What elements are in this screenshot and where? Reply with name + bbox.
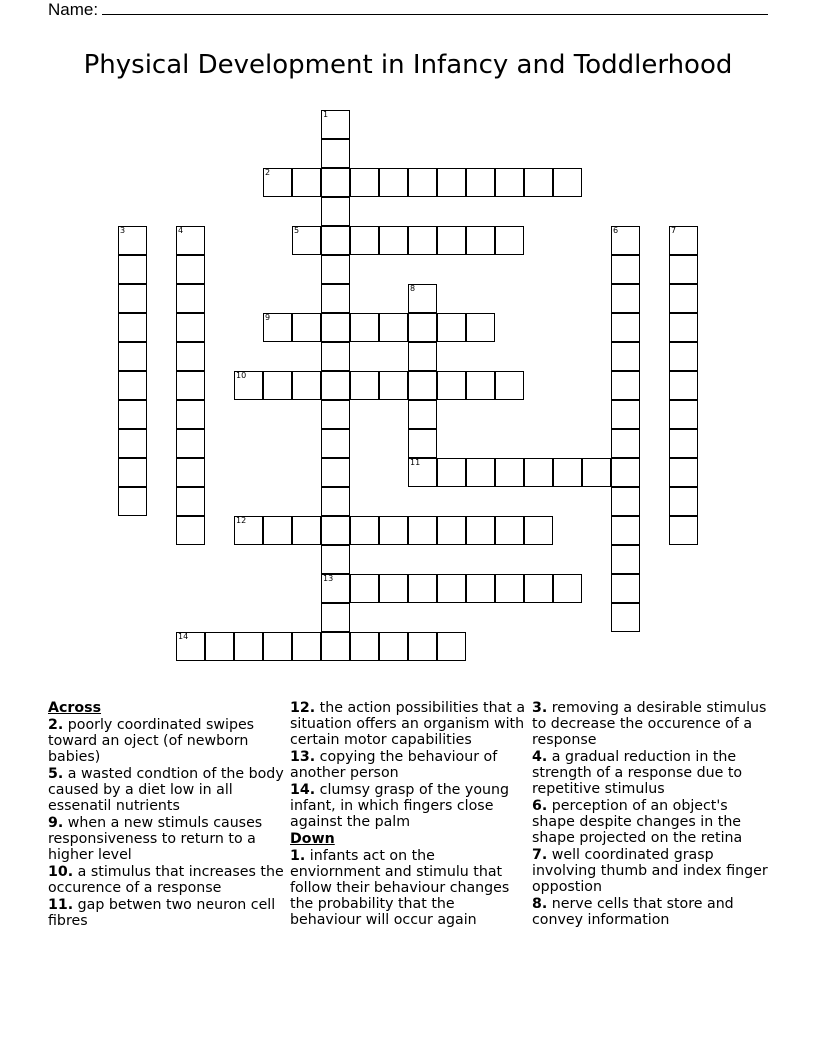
- crossword-cell[interactable]: [263, 313, 292, 342]
- crossword-cell[interactable]: [611, 313, 640, 342]
- crossword-cell[interactable]: [321, 313, 350, 342]
- crossword-cell[interactable]: [611, 284, 640, 313]
- clue-number: 12: [236, 516, 247, 525]
- clue-down-4: 4. a gradual reduction in the strength of a response due to repetitive stimulus: [532, 749, 743, 797]
- down-heading: Down: [290, 831, 335, 847]
- crossword-cell[interactable]: [118, 400, 147, 429]
- crossword-cell[interactable]: [379, 371, 408, 400]
- crossword-cell[interactable]: [611, 545, 640, 574]
- clue-number: 11: [410, 458, 421, 467]
- clue-down-7: 7. well coordinated grasp involving thumb and index finger oppostion: [532, 847, 768, 895]
- crossword-cell[interactable]: [321, 168, 350, 197]
- crossword-cell[interactable]: [495, 226, 524, 255]
- clue-across-5: 5. a wasted condtion of the body caused by a diet low in all essenatil nutrients: [48, 766, 284, 814]
- crossword-cell[interactable]: [611, 429, 640, 458]
- crossword-cell[interactable]: [263, 516, 292, 545]
- crossword-cell[interactable]: [350, 574, 379, 603]
- crossword-cell[interactable]: [321, 255, 350, 284]
- crossword-cell[interactable]: [408, 226, 437, 255]
- clue-number: 7: [671, 226, 677, 235]
- crossword-cell[interactable]: [611, 226, 640, 255]
- crossword-cell[interactable]: [408, 574, 437, 603]
- page-title: Physical Development in Infancy and Toddlerhood: [83, 50, 733, 80]
- clue-number: 9: [265, 313, 271, 322]
- crossword-cell[interactable]: [176, 487, 205, 516]
- crossword-cell[interactable]: [379, 226, 408, 255]
- crossword-cell[interactable]: [466, 516, 495, 545]
- crossword-cell[interactable]: [669, 516, 698, 545]
- clue-across-9: 9. when a new stimuls causes responsiveness to return to a higher level: [48, 815, 263, 863]
- crossword-cell[interactable]: [292, 371, 321, 400]
- crossword-cell[interactable]: [466, 458, 495, 487]
- crossword-cell[interactable]: [611, 487, 640, 516]
- crossword-cell[interactable]: [611, 400, 640, 429]
- crossword-cell[interactable]: [495, 458, 524, 487]
- crossword-cell[interactable]: [321, 342, 350, 371]
- crossword-cell[interactable]: [234, 371, 263, 400]
- crossword-cell[interactable]: [408, 284, 437, 313]
- clue-across-13: 13. copying the behaviour of another person: [290, 749, 498, 781]
- crossword-cell[interactable]: [321, 197, 350, 226]
- crossword-cell[interactable]: [669, 342, 698, 371]
- clue-number: 4: [178, 226, 184, 235]
- crossword-cell[interactable]: [437, 458, 466, 487]
- crossword-cell[interactable]: [176, 371, 205, 400]
- crossword-cell[interactable]: [321, 545, 350, 574]
- crossword-cell[interactable]: [321, 284, 350, 313]
- crossword-cell[interactable]: [292, 168, 321, 197]
- crossword-cell[interactable]: [321, 574, 350, 603]
- crossword-cell[interactable]: [669, 226, 698, 255]
- crossword-cell[interactable]: [408, 371, 437, 400]
- crossword-cell[interactable]: [437, 313, 466, 342]
- crossword-cell[interactable]: [408, 313, 437, 342]
- clue-down-3: 3. removing a desirable stimulus to decrease the occurence of a response: [532, 700, 767, 748]
- crossword-cell[interactable]: [321, 632, 350, 661]
- crossword-cell[interactable]: [118, 371, 147, 400]
- clue-number: 14: [178, 632, 189, 641]
- clue-number: 1: [323, 110, 329, 119]
- crossword-cell[interactable]: [408, 632, 437, 661]
- crossword-cell[interactable]: [611, 342, 640, 371]
- clue-column-3: [532, 700, 772, 929]
- crossword-cell[interactable]: [495, 168, 524, 197]
- crossword-cell[interactable]: [466, 168, 495, 197]
- crossword-cell[interactable]: [669, 458, 698, 487]
- crossword-cell[interactable]: [437, 371, 466, 400]
- crossword-cell[interactable]: [118, 226, 147, 255]
- crossword-cell[interactable]: [669, 400, 698, 429]
- clue-number: 3: [120, 226, 126, 235]
- crossword-cell[interactable]: [321, 139, 350, 168]
- crossword-cell[interactable]: [350, 168, 379, 197]
- crossword-cell[interactable]: [176, 400, 205, 429]
- crossword-cell[interactable]: [118, 342, 147, 371]
- crossword-cell[interactable]: [669, 487, 698, 516]
- crossword-cell[interactable]: [408, 168, 437, 197]
- crossword-cell[interactable]: [524, 516, 553, 545]
- clue-number: 8: [410, 284, 416, 293]
- crossword-cell[interactable]: [205, 632, 234, 661]
- crossword-cell[interactable]: [321, 110, 350, 139]
- crossword-cell[interactable]: [176, 429, 205, 458]
- crossword-cell[interactable]: [669, 255, 698, 284]
- crossword-cell[interactable]: [408, 458, 437, 487]
- crossword-cell[interactable]: [321, 429, 350, 458]
- crossword-cell[interactable]: [176, 516, 205, 545]
- crossword-cell[interactable]: [466, 226, 495, 255]
- crossword-cell[interactable]: [379, 313, 408, 342]
- clue-column-2: [290, 700, 526, 929]
- crossword-cell[interactable]: [437, 574, 466, 603]
- crossword-cell[interactable]: [350, 371, 379, 400]
- crossword-cell[interactable]: [118, 284, 147, 313]
- across-heading: Across: [48, 700, 102, 716]
- crossword-cell[interactable]: [611, 458, 640, 487]
- crossword-cell[interactable]: [350, 632, 379, 661]
- clue-number: 10: [236, 371, 247, 380]
- crossword-cell[interactable]: [379, 632, 408, 661]
- crossword-cell[interactable]: [118, 487, 147, 516]
- clue-down-1: 1. infants act on the enviornment and stimulu that follow their behaviour changes the probability that the behaviour will occur again: [290, 848, 510, 928]
- crossword-cell[interactable]: [350, 516, 379, 545]
- crossword-cell[interactable]: [118, 313, 147, 342]
- crossword-cell[interactable]: [292, 516, 321, 545]
- crossword-cell[interactable]: [321, 458, 350, 487]
- clue-number: 13: [323, 574, 334, 583]
- crossword-cell[interactable]: [611, 516, 640, 545]
- clue-across-2: 2. poorly coordinated swipes toward an oject (of newborn babies): [48, 717, 255, 765]
- crossword-cell[interactable]: [379, 516, 408, 545]
- clue-column-1: [48, 700, 284, 930]
- clue-down-6: 6. perception of an object's shape despite changes in the shape projected on the retina: [532, 798, 743, 846]
- crossword-cell[interactable]: [263, 632, 292, 661]
- crossword-cell[interactable]: [118, 255, 147, 284]
- crossword-cell[interactable]: [176, 313, 205, 342]
- clue-across-10: 10. a stimulus that increases the occurence of a response: [48, 864, 284, 896]
- crossword-cell[interactable]: [524, 574, 553, 603]
- crossword-cell[interactable]: [495, 574, 524, 603]
- crossword-cell[interactable]: [669, 371, 698, 400]
- crossword-cell[interactable]: [263, 168, 292, 197]
- crossword-cell[interactable]: [292, 313, 321, 342]
- crossword-cell[interactable]: [582, 458, 611, 487]
- crossword-cell[interactable]: [466, 574, 495, 603]
- crossword-cell[interactable]: [118, 458, 147, 487]
- clue-across-14: 14. clumsy grasp of the young infant, in which fingers close against the palm: [290, 782, 509, 830]
- crossword-cell[interactable]: [437, 516, 466, 545]
- crossword-cell[interactable]: [437, 632, 466, 661]
- crossword-cell[interactable]: [321, 487, 350, 516]
- crossword-cell[interactable]: [263, 371, 292, 400]
- crossword-cell[interactable]: [234, 632, 263, 661]
- crossword-cell[interactable]: [321, 226, 350, 255]
- crossword-cell[interactable]: [408, 400, 437, 429]
- crossword-cell[interactable]: [379, 574, 408, 603]
- crossword-cell[interactable]: [553, 458, 582, 487]
- crossword-cell[interactable]: [669, 284, 698, 313]
- clue-across-12: 12. the action possibilities that a situation offers an organism with certain motor capabilities: [290, 700, 526, 748]
- crossword-cell[interactable]: [553, 168, 582, 197]
- crossword-cell[interactable]: [408, 516, 437, 545]
- crossword-cell[interactable]: [176, 226, 205, 255]
- crossword-cell[interactable]: [524, 458, 553, 487]
- crossword-cell[interactable]: [234, 516, 263, 545]
- clue-down-8: 8. nerve cells that store and convey information: [532, 896, 734, 928]
- crossword-cell[interactable]: [292, 632, 321, 661]
- crossword-cell[interactable]: [408, 429, 437, 458]
- crossword-cell[interactable]: [437, 168, 466, 197]
- name-label: Name:: [48, 0, 99, 19]
- crossword-cell[interactable]: [176, 255, 205, 284]
- crossword-cell[interactable]: [437, 226, 466, 255]
- crossword-cell[interactable]: [611, 371, 640, 400]
- crossword-cell[interactable]: [495, 371, 524, 400]
- crossword-cell[interactable]: [321, 516, 350, 545]
- crossword-cell[interactable]: [118, 429, 147, 458]
- crossword-cell[interactable]: [669, 429, 698, 458]
- crossword-cell[interactable]: [524, 168, 553, 197]
- crossword-cell[interactable]: [321, 400, 350, 429]
- clue-number: 6: [613, 226, 619, 235]
- crossword-cell[interactable]: [292, 226, 321, 255]
- crossword-cell[interactable]: [379, 168, 408, 197]
- crossword-cell[interactable]: [611, 603, 640, 632]
- crossword-cell[interactable]: [553, 574, 582, 603]
- crossword-cell[interactable]: [321, 603, 350, 632]
- crossword-cell[interactable]: [669, 313, 698, 342]
- crossword-cell[interactable]: [466, 313, 495, 342]
- crossword-cell[interactable]: [408, 342, 437, 371]
- crossword-cell[interactable]: [611, 574, 640, 603]
- crossword-cell[interactable]: [176, 458, 205, 487]
- crossword-cell[interactable]: [176, 632, 205, 661]
- crossword-cell[interactable]: [350, 226, 379, 255]
- clue-number: 5: [294, 226, 300, 235]
- crossword-cell[interactable]: [611, 255, 640, 284]
- crossword-cell[interactable]: [321, 371, 350, 400]
- clue-number: 2: [265, 168, 271, 177]
- crossword-cell[interactable]: [350, 313, 379, 342]
- crossword-cell[interactable]: [176, 284, 205, 313]
- crossword-cell[interactable]: [495, 516, 524, 545]
- crossword-cell[interactable]: [466, 371, 495, 400]
- clue-across-11: 11. gap betwen two neuron cell fibres: [48, 897, 276, 929]
- crossword-cell[interactable]: [176, 342, 205, 371]
